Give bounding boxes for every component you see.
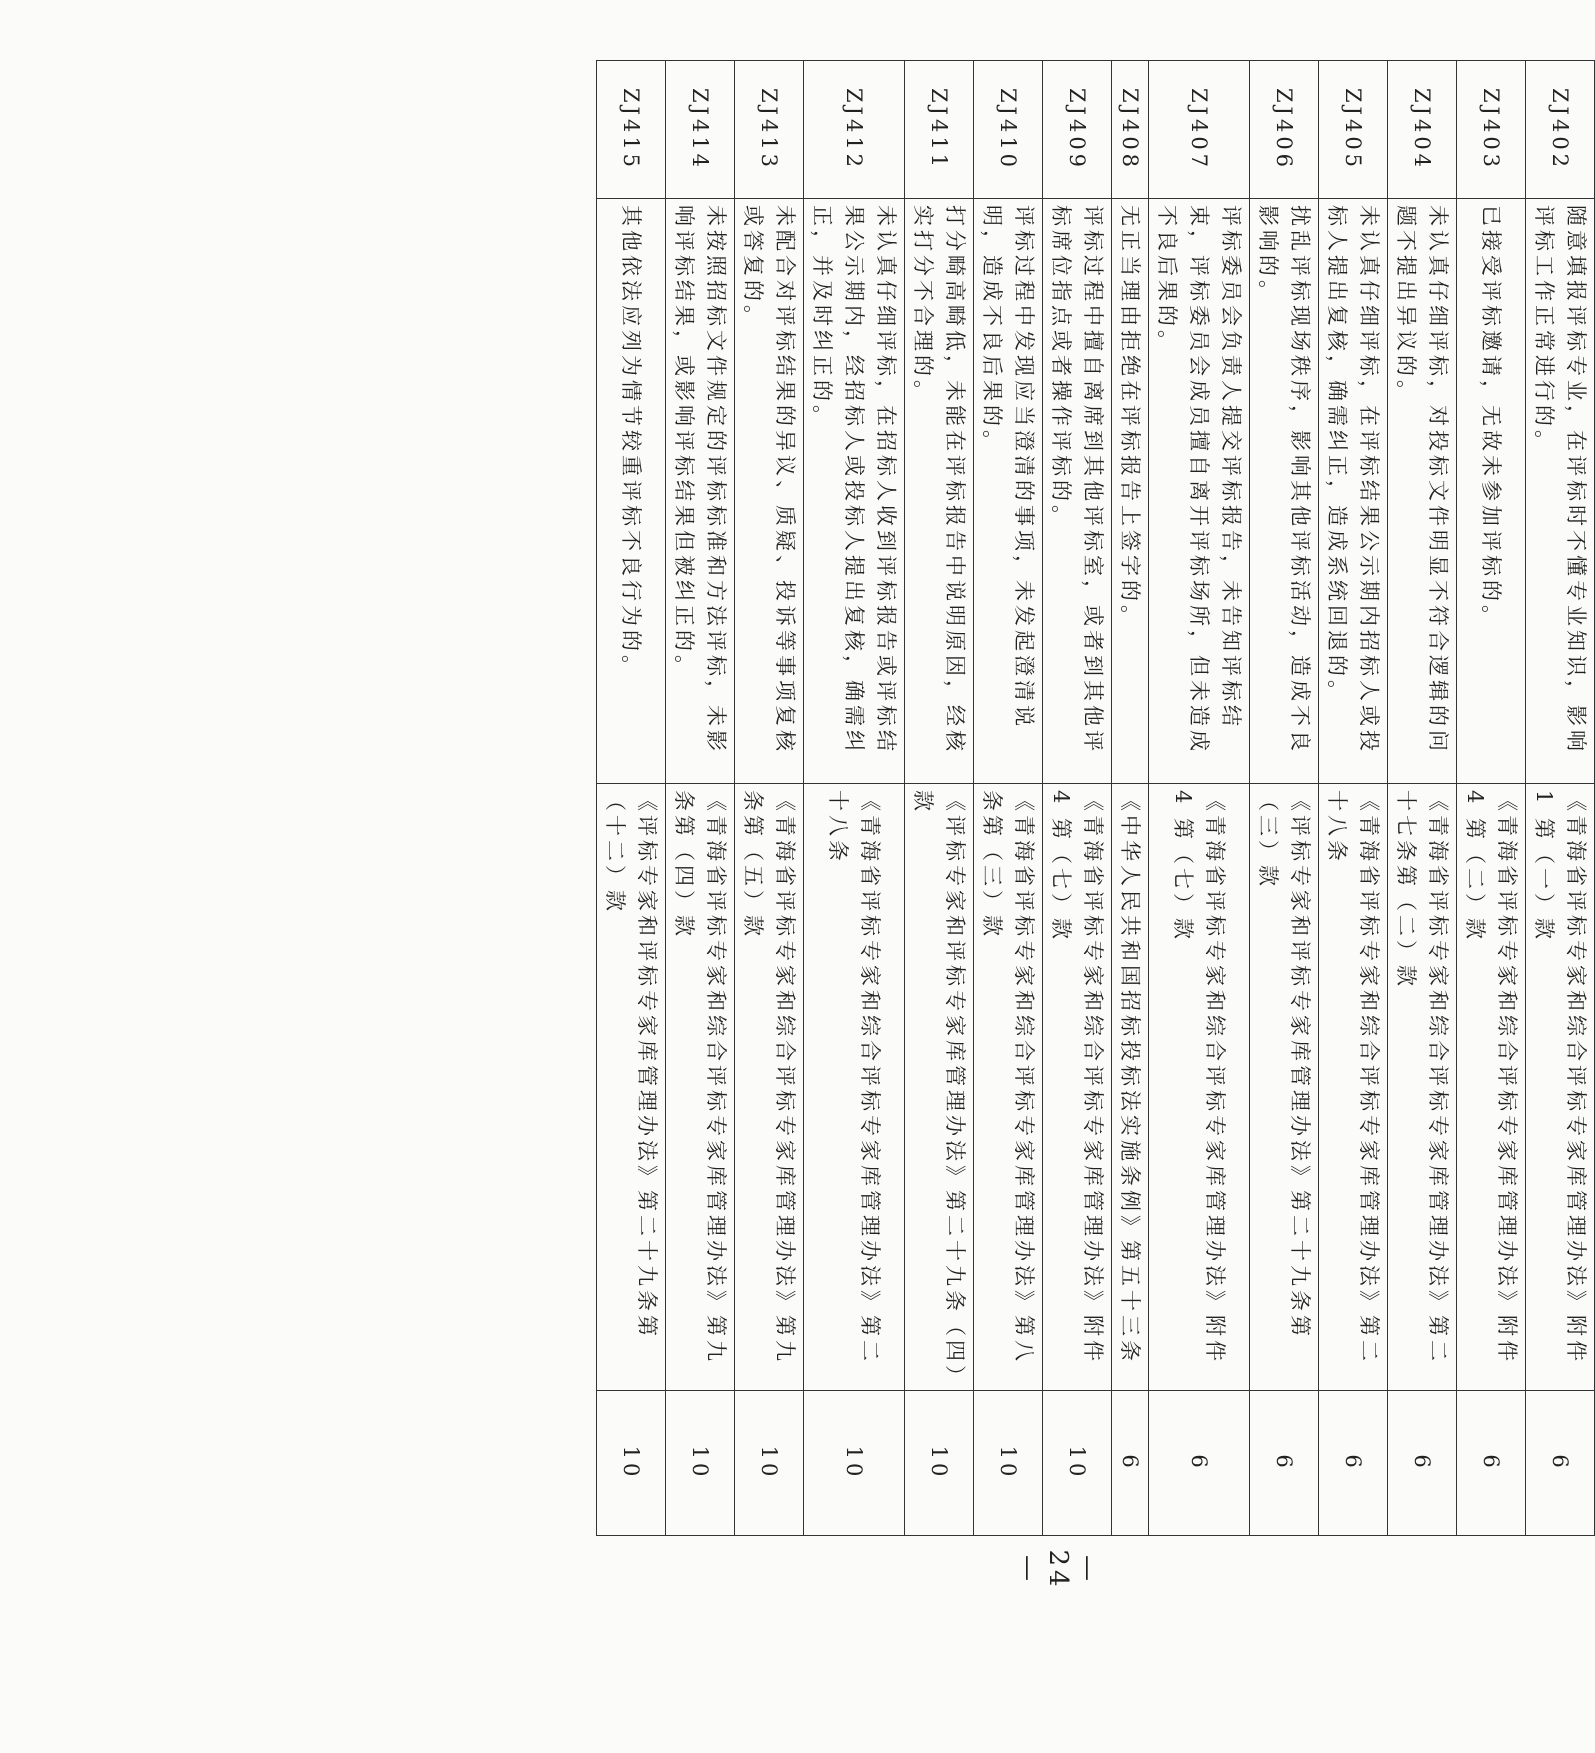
table-row	[1526, 61, 1595, 1536]
row-code: ZJ407	[1149, 61, 1250, 199]
row-description: 打分畸高畸低，未能在评标报告中说明原因，经核实打分不合理的。	[905, 199, 974, 784]
row-legal-basis: 《评标专家和评标专家库管理办法》第二十九条第（三）款	[1250, 784, 1319, 1391]
row-description: 无正当理由拒绝在评标报告上签字的。	[1112, 199, 1149, 784]
row-legal-basis: 《青海省评标专家和综合评标专家库管理办法》附件 4 第（二）款	[1457, 784, 1526, 1391]
row-description: 未认真仔细评标，在招标人收到评标报告或评标结果公示期内，经招标人或投标人提出复核，确需纠正，并及时纠正的。	[804, 199, 905, 784]
table-row	[1388, 61, 1457, 1536]
row-code: ZJ411	[905, 61, 974, 199]
row-description: 未按照招标文件规定的评标标准和方法评标，未影响评标结果，或影响评标结果但被纠正的。	[666, 199, 735, 784]
row-description: 未配合对评标结果的异议、质疑、投诉等事项复核或答复的。	[735, 199, 804, 784]
row-legal-basis: 《青海省评标专家和综合评标专家库管理办法》附件 4 第（七）款	[1149, 784, 1250, 1391]
row-score: 10	[597, 1391, 666, 1536]
row-code: ZJ402	[1526, 61, 1595, 199]
rotated-table-frame	[603, 60, 1595, 1535]
table-row	[597, 61, 666, 1536]
row-description: 随意填报评标专业，在评标时不懂专业知识，影响评标工作正常进行的。	[1526, 199, 1595, 784]
table-row	[735, 61, 804, 1536]
row-legal-basis: 《青海省评标专家和综合评标专家库管理办法》第二十七条第（二）款	[1388, 784, 1457, 1391]
row-description: 其他依法应列为情节较重评标不良行为的。	[597, 199, 666, 784]
table-body	[597, 61, 1595, 1536]
row-description: 未认真仔细评标，在评标结果公示期内招标人或投标人提出复核，确需纠正，造成系统回退的。	[1319, 199, 1388, 784]
row-legal-basis: 《青海省评标专家和综合评标专家库管理办法》第九条第（四）款	[666, 784, 735, 1391]
row-code: ZJ404	[1388, 61, 1457, 199]
table-row	[974, 61, 1043, 1536]
row-legal-basis: 《评标专家和评标专家库管理办法》第二十九条第（十二）款	[597, 784, 666, 1391]
row-score: 10	[666, 1391, 735, 1536]
table-row	[1457, 61, 1526, 1536]
row-score: 6	[1112, 1391, 1149, 1536]
row-legal-basis: 《评标专家和评标专家库管理办法》第二十九条（四）款	[905, 784, 974, 1391]
row-legal-basis: 《青海省评标专家和综合评标专家库管理办法》第九条第（五）款	[735, 784, 804, 1391]
row-description: 已接受评标邀请，无故未参加评标的。	[1457, 199, 1526, 784]
row-code: ZJ409	[1043, 61, 1112, 199]
page-number: — 24 —	[1013, 1549, 1103, 1591]
row-legal-basis: 《青海省评标专家和综合评标专家库管理办法》附件 1 第（一）款	[1526, 784, 1595, 1391]
table-row	[1319, 61, 1388, 1536]
row-description: 评标过程中发现应当澄清的事项，未发起澄清说明，造成不良后果的。	[974, 199, 1043, 784]
row-description: 未认真仔细评标，对投标文件明显不符合逻辑的问题不提出异议的。	[1388, 199, 1457, 784]
row-code: ZJ413	[735, 61, 804, 199]
row-code: ZJ410	[974, 61, 1043, 199]
row-code: ZJ406	[1250, 61, 1319, 199]
row-score: 6	[1388, 1391, 1457, 1536]
row-score: 10	[804, 1391, 905, 1536]
penalty-rules-table	[596, 60, 1595, 1536]
row-legal-basis: 《中华人民共和国招标投标法实施条例》第五十三条	[1112, 784, 1149, 1391]
row-code: ZJ415	[597, 61, 666, 199]
table-row	[804, 61, 905, 1536]
table-row	[1043, 61, 1112, 1536]
row-code: ZJ414	[666, 61, 735, 199]
row-score: 6	[1250, 1391, 1319, 1536]
table-row	[666, 61, 735, 1536]
row-legal-basis: 《青海省评标专家和综合评标专家库管理办法》第二十八条	[804, 784, 905, 1391]
table-row	[905, 61, 974, 1536]
table-row	[1250, 61, 1319, 1536]
row-legal-basis: 《青海省评标专家和综合评标专家库管理办法》第八条第（三）款	[974, 784, 1043, 1391]
row-score: 10	[905, 1391, 974, 1536]
row-score: 6	[1526, 1391, 1595, 1536]
row-score: 10	[974, 1391, 1043, 1536]
row-legal-basis: 《青海省评标专家和综合评标专家库管理办法》附件 4 第（七）款	[1043, 784, 1112, 1391]
row-score: 6	[1319, 1391, 1388, 1536]
row-description: 扰乱评标现场秩序，影响其他评标活动，造成不良影响的。	[1250, 199, 1319, 784]
row-score: 10	[735, 1391, 804, 1536]
row-code: ZJ405	[1319, 61, 1388, 199]
row-description: 评标过程中擅自离席到其他评标室，或者到其他评标席位指点或者操作评标的。	[1043, 199, 1112, 784]
row-score: 10	[1043, 1391, 1112, 1536]
row-description: 评标委员会负责人提交评标报告，未告知评标结束，评标委员会成员擅自离开评标场所，但未造成不良后果的。	[1149, 199, 1250, 784]
row-code: ZJ412	[804, 61, 905, 199]
table-row	[1112, 61, 1149, 1536]
row-score: 6	[1149, 1391, 1250, 1536]
row-legal-basis: 《青海省评标专家和综合评标专家库管理办法》第二十八条	[1319, 784, 1388, 1391]
row-score: 6	[1457, 1391, 1526, 1536]
row-code: ZJ408	[1112, 61, 1149, 199]
row-code: ZJ403	[1457, 61, 1526, 199]
table-row	[1149, 61, 1250, 1536]
